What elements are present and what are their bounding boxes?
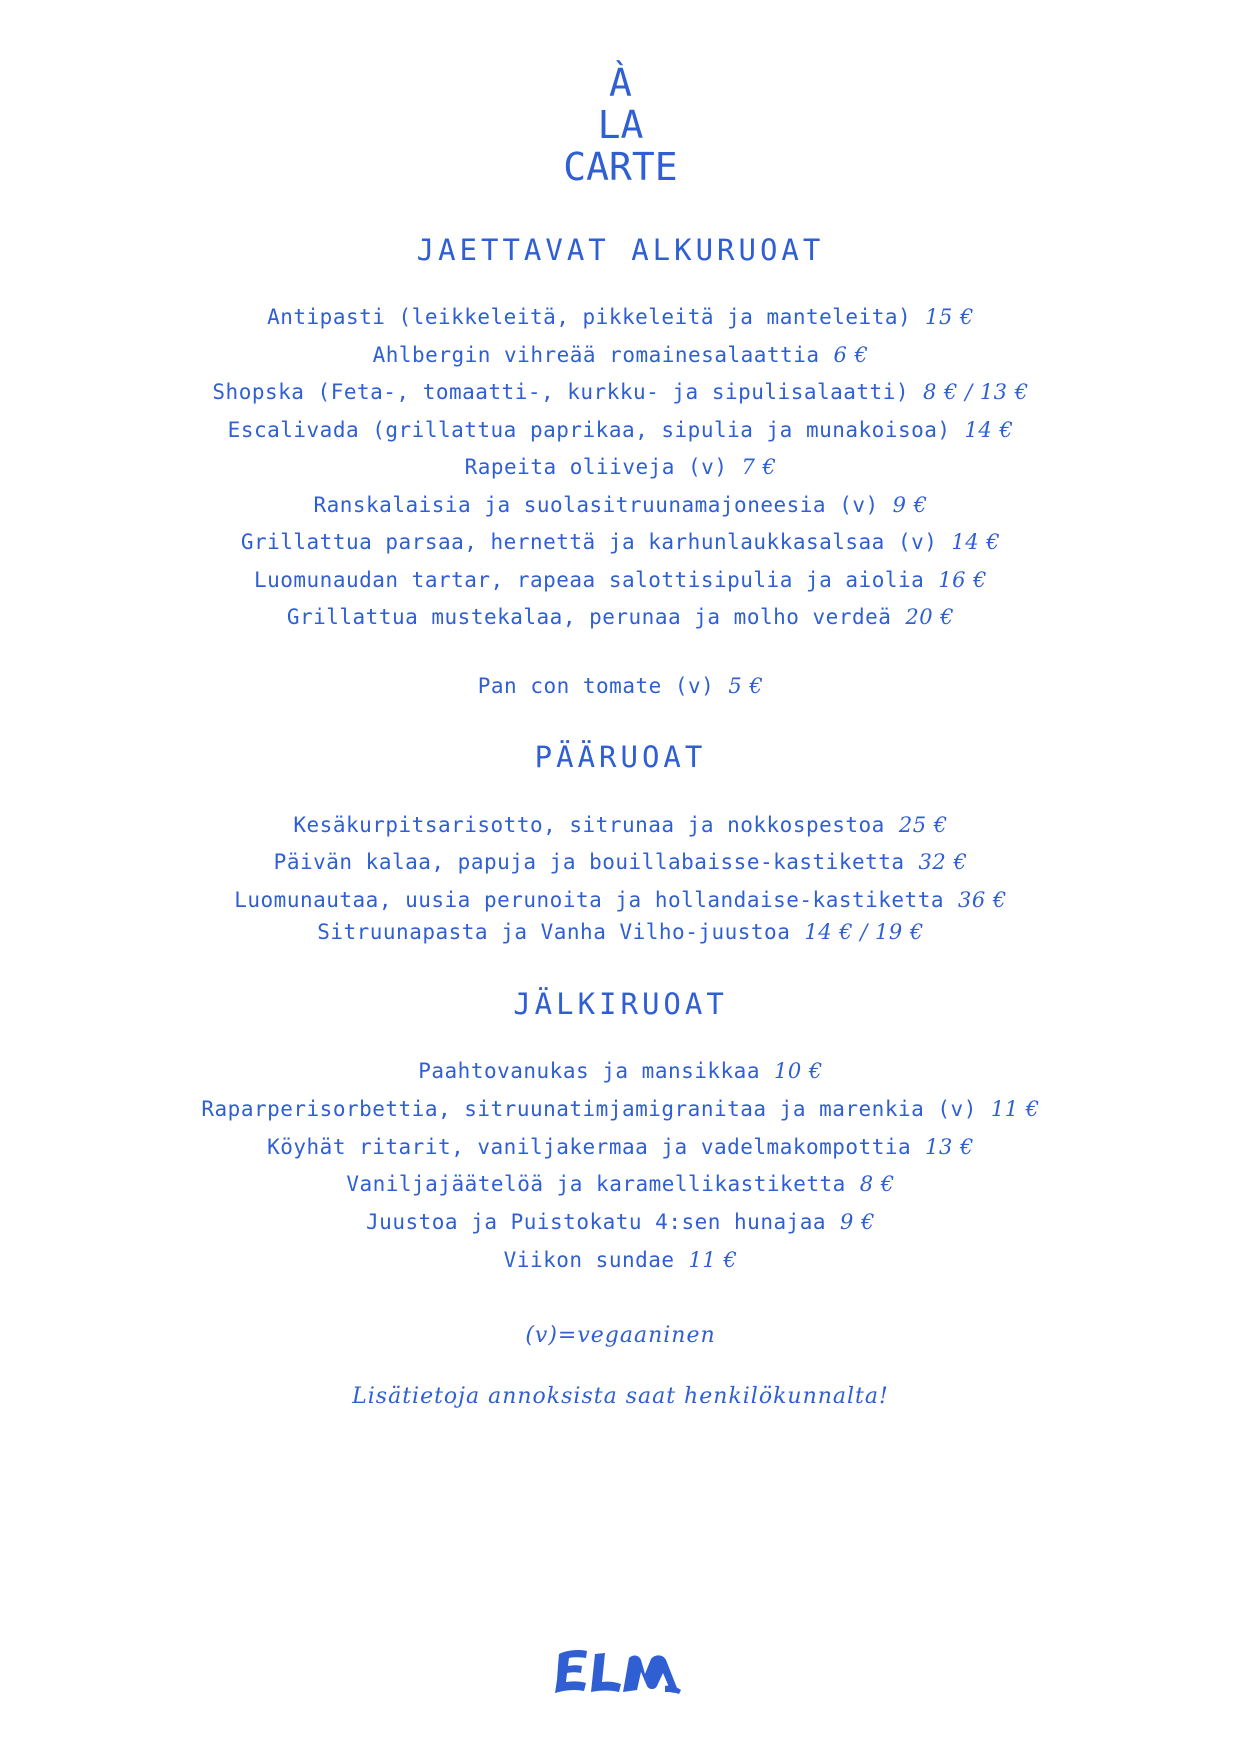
menu-item [0,918,1241,946]
menu-item [0,341,1241,369]
item-price: 13 € [925,1135,974,1159]
title-line: À [609,61,632,105]
menu-item [0,416,1241,444]
item-price: 14 € / 19 € [804,920,924,944]
item-name: Grillattua parsaa, hernettä ja karhunlaukkasalsaa (v) [240,530,938,554]
menu-item [0,672,1241,700]
item-name: Escalivada (grillattua paprikaa, sipulia ja munakoisoa) [227,418,951,442]
menu-item [0,303,1241,331]
menu-item [0,1095,1241,1123]
item-price: 14 € [964,418,1014,442]
menu-item [0,1208,1241,1236]
menu-item [0,1133,1241,1161]
elm-brush-logo-icon [553,1640,687,1704]
item-price: 15 € [925,305,974,329]
item-price: 16 € [938,568,988,592]
item-name: Pan con tomate (v) [477,674,715,698]
title-line: CARTE [563,145,678,189]
menu-item [0,1057,1241,1085]
item-price: 11 € [688,1248,738,1272]
vegan-legend: (v)=vegaaninen [525,1323,716,1348]
item-name: Vaniljajäätelöä ja karamellikastiketta [346,1172,846,1196]
item-price: 10 € [773,1059,823,1083]
menu-item [0,453,1241,481]
item-name: Rapeita oliiveja (v) [464,455,728,479]
menu-item [0,848,1241,876]
title-line: LA [597,103,644,147]
item-name: Grillattua mustekalaa, perunaa ja molho verdeä [286,605,892,629]
menu-item [0,528,1241,556]
item-name: Juustoa ja Puistokatu 4:sen hunajaa [366,1210,827,1234]
item-price: 9 € [892,493,928,517]
item-name: Shopska (Feta-, tomaatti-, kurkku- ja sipulisalaatti) [212,380,909,404]
item-price: 8 € / 13 € [923,380,1029,404]
item-name: Ranskalaisia ja suolasitruunamajoneesia (v) [313,493,879,517]
menu-item [0,566,1241,594]
item-price: 25 € [898,813,948,837]
menu-item [0,603,1241,631]
item-price: 5 € [728,674,764,698]
item-name: Ahlbergin vihreää romainesalaattia [372,343,820,367]
item-name: Paahtovanukas ja mansikkaa [418,1059,760,1083]
item-price: 11 € [990,1097,1040,1121]
item-price: 14 € [951,530,1001,554]
item-name: Luomunaudan tartar, rapeaa salottisipulia ja aiolia [253,568,925,592]
staff-info-note: Lisätietoja annoksista saat henkilökunnalta! [352,1384,889,1409]
menu-item [0,811,1241,839]
item-price: 6 € [833,343,869,367]
menu-item [0,886,1241,914]
item-price: 9 € [840,1210,875,1234]
menu-item [0,1170,1241,1198]
menu-item [0,378,1241,406]
item-name: Raparperisorbettia, sitruunatimjamigranitaa ja marenkia (v) [201,1097,977,1121]
menu-item [0,491,1241,519]
section-heading-mains: PÄÄRUOAT [534,740,707,774]
item-name: Köyhät ritarit, vaniljakermaa ja vadelmakompottia [267,1135,912,1159]
item-price: 20 € [905,605,955,629]
item-price: 7 € [741,455,777,479]
item-name: Sitruunapasta ja Vanha Vilho-juustoa [317,920,791,944]
menu-item [0,1246,1241,1274]
item-name: Päivän kalaa, papuja ja bouillabaisse-kastiketta [273,850,905,874]
item-name: Antipasti (leikkeleitä, pikkeleitä ja manteleita) [267,305,912,329]
item-name: Luomunautaa, uusia perunoita ja hollandaise-kastiketta [234,888,944,912]
section-heading-desserts: JÄLKIRUOAT [513,987,728,1021]
item-name: Kesäkurpitsarisotto, sitrunaa ja nokkospestoa [293,813,885,837]
section-heading-starters: JAETTAVAT ALKURUOAT [416,233,825,267]
item-price: 32 € [918,850,968,874]
item-price: 36 € [957,888,1007,912]
item-name: Viikon sundae [503,1248,675,1272]
item-price: 8 € [859,1172,895,1196]
menu-title [0,62,1241,188]
